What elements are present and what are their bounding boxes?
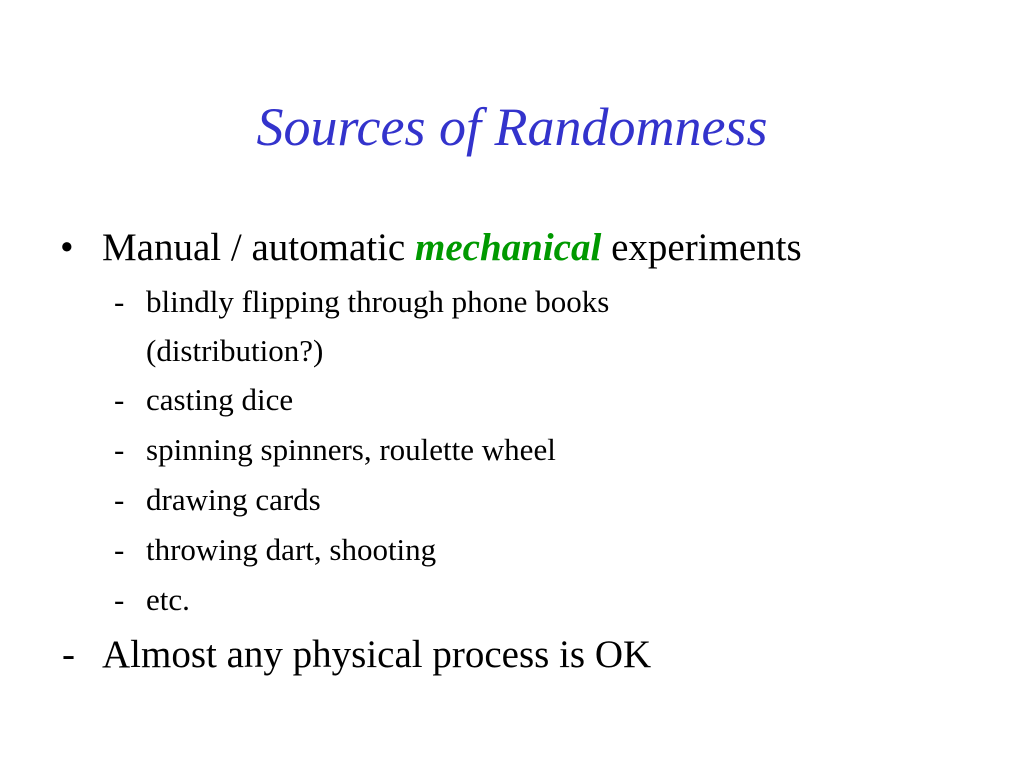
slide-title: Sources of Randomness — [256, 97, 768, 157]
dash-icon: - — [114, 382, 125, 417]
sub-bullet-6-text: etc. — [146, 582, 190, 617]
sub-bullet-3-text: spinning spinners, roulette wheel — [146, 432, 556, 467]
main-bullet-text — [102, 225, 802, 271]
dash-icon: - — [114, 532, 125, 567]
sub-bullet-1-line-1: blindly flipping through phone books — [146, 284, 610, 319]
closing-bullet-text: Almost any physical process is OK — [102, 633, 652, 676]
sub-bullet-4-text: drawing cards — [146, 482, 321, 517]
main-bullet-text-before: Manual / automatic — [102, 226, 415, 269]
bullet-dot-icon: • — [60, 226, 74, 269]
dash-icon: - — [114, 582, 125, 617]
main-bullet-text-after: experiments — [601, 226, 802, 269]
dash-icon: - — [114, 432, 125, 467]
sub-bullet-5-text: throwing dart, shooting — [146, 532, 437, 567]
dash-icon: - — [62, 633, 75, 676]
main-bullet-emphasis: mechanical — [415, 226, 602, 269]
sub-bullet-2-text: casting dice — [146, 382, 294, 417]
dash-icon: - — [114, 482, 125, 517]
dash-icon: - — [114, 284, 125, 319]
sub-bullet-1-line-2: (distribution?) — [146, 333, 324, 368]
